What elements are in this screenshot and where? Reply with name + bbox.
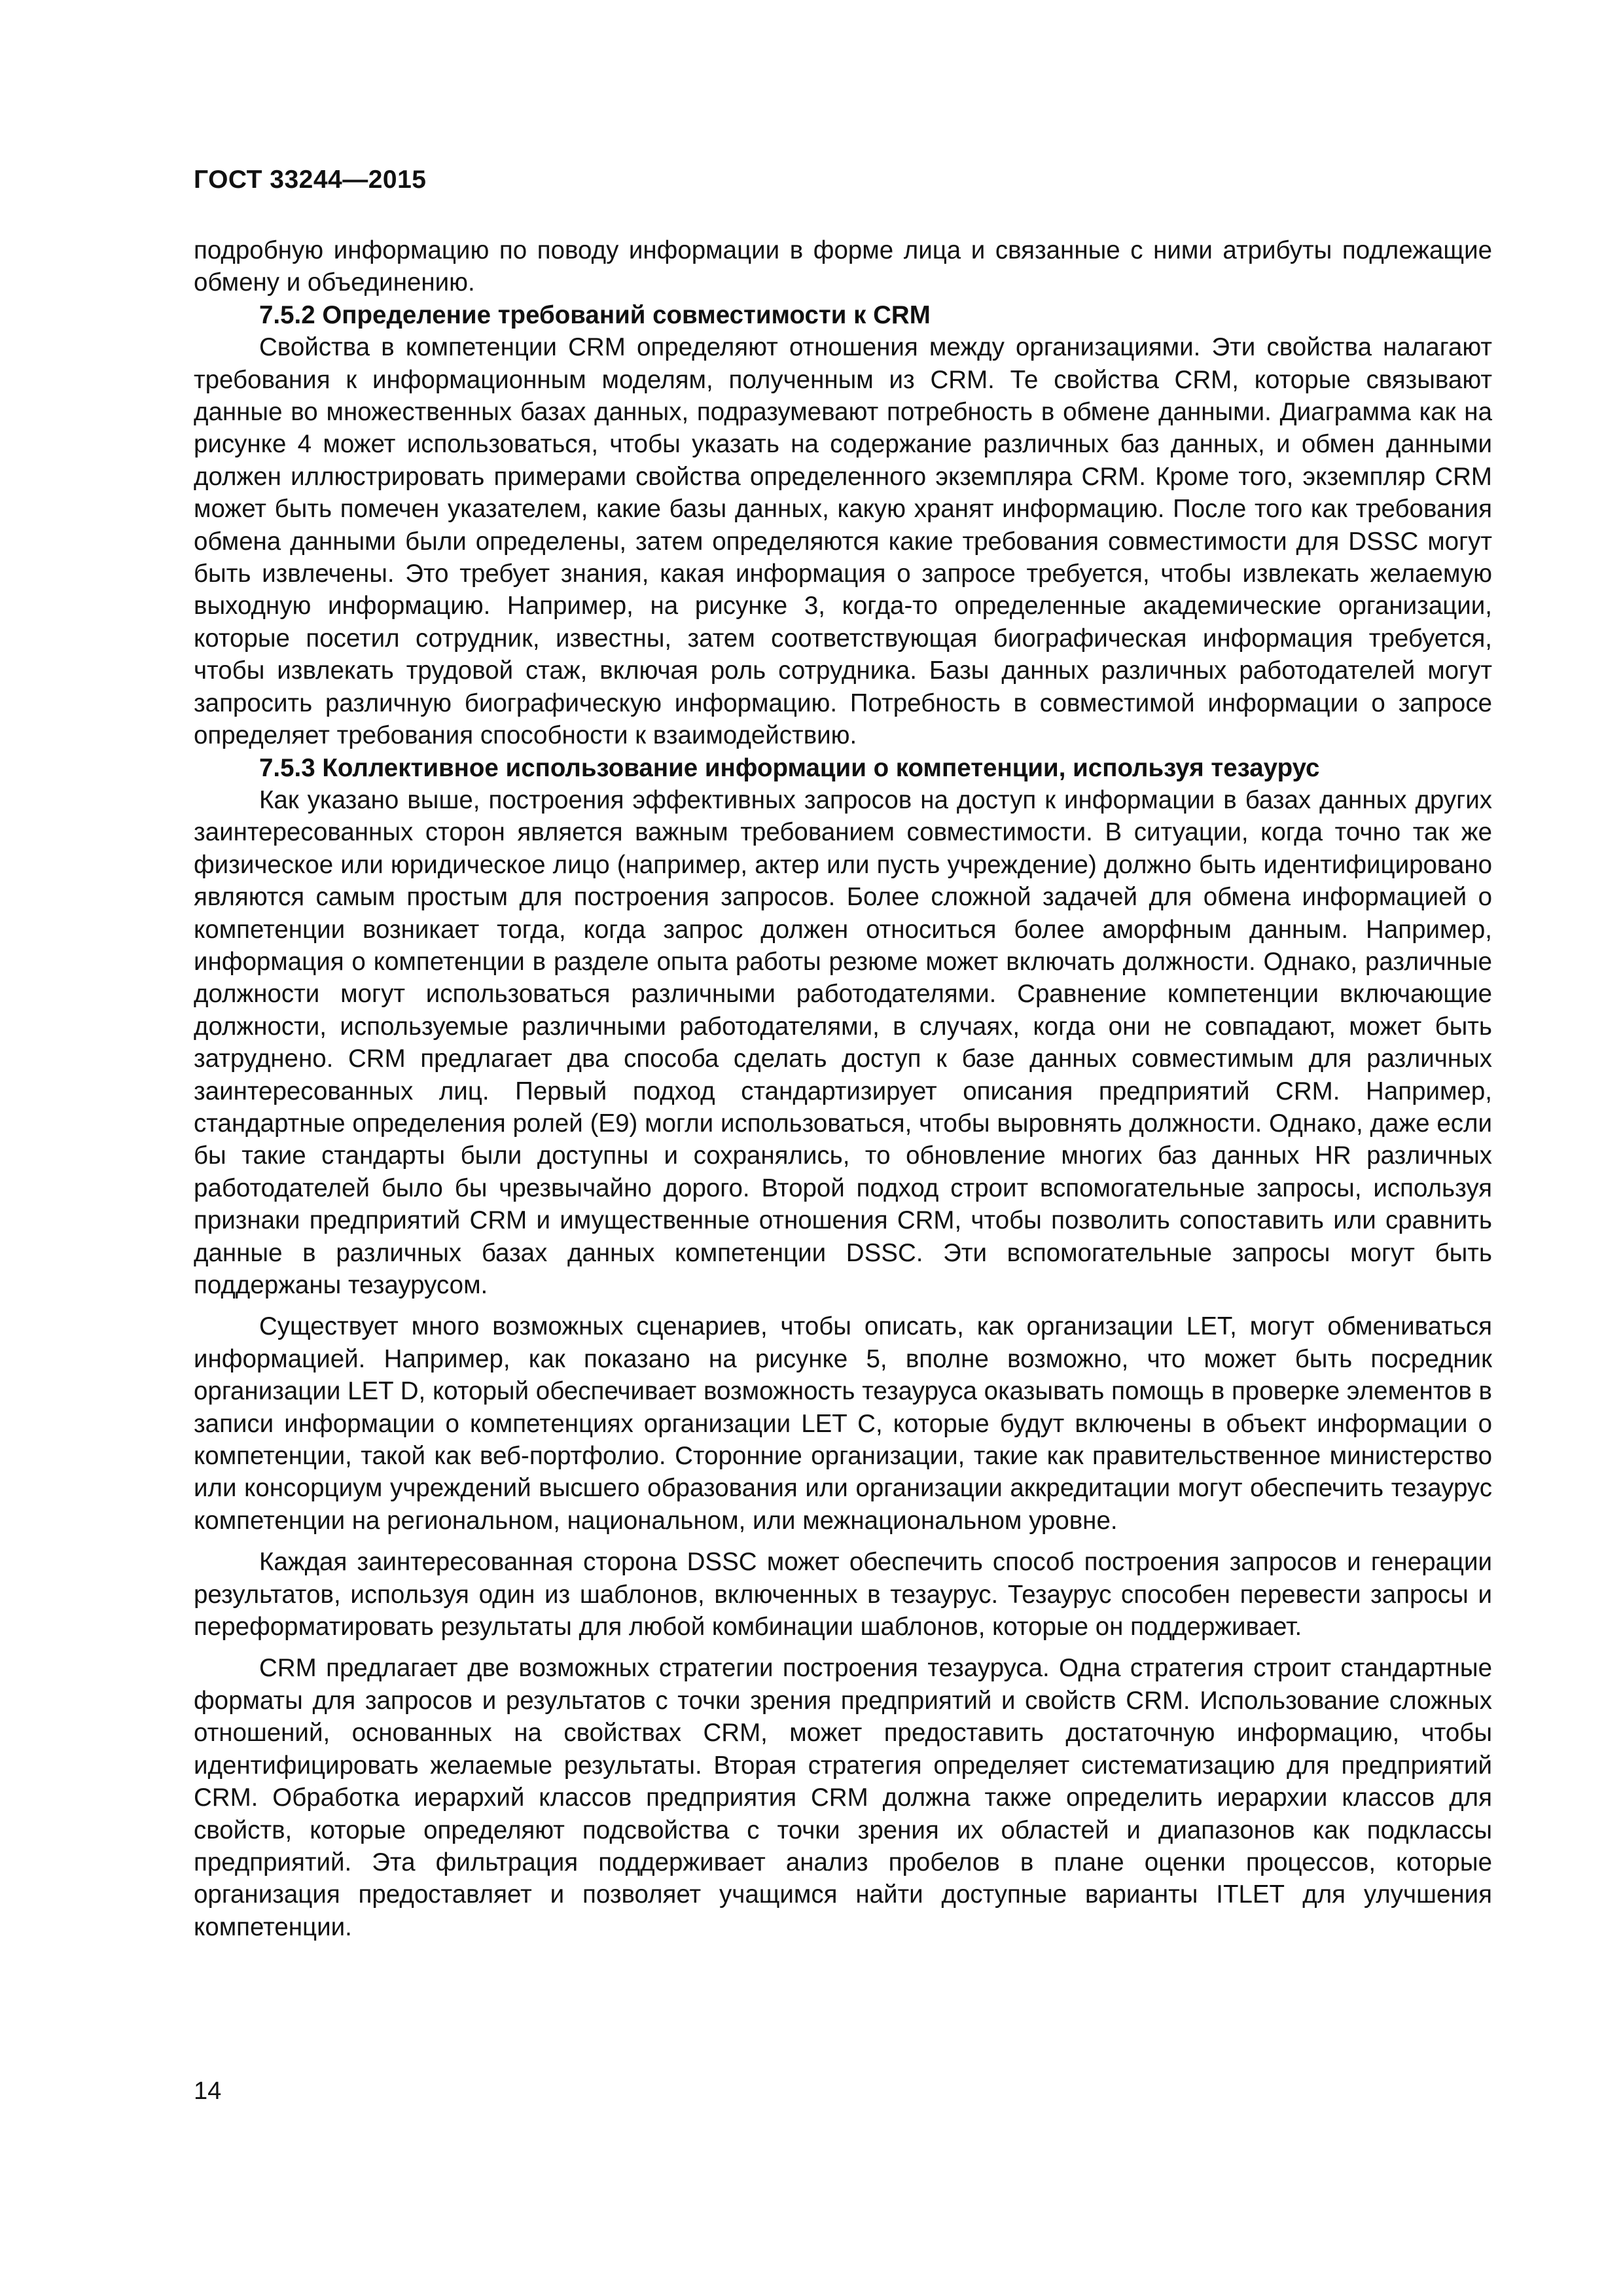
paragraph-7-5-2-1: Свойства в компетенции CRM определяют отношения между организациями. Эти свойства налагают требования к информационным моделям, полученным из CRM. Те свойства CRM, которые связывают данные во множественных базах данных, подразумевают потребность в обмене данными. Диаграмма как на рисунке 4 может использоваться, чтобы указать на содержание различных баз данных, и обмен данными должен иллюстрировать примерами свойства определенного экземпляра CRM. Кроме того, экземпляр CRM может быть помечен указателем, какие базы данных, какую хранят информацию. После того как требования обмена данными были определены, затем определяются какие требования совместимости для DSSC могут быть извлечены. Это требует знания, какая информация о запросе требуется, чтобы извлекать желаемую выходную информацию. Например, на рисунке 3, когда-то определенные академические организации, которые посетил сотрудник, известны, затем соответствующая биографическая информация требуется, чтобы извлекать трудовой стаж, включая роль сотрудника. Базы данных различных работодателей могут запросить различную биографическую информацию. Потребность в совместимой информации о запросе определяет требования способности к взаимодействию. [194, 333, 1492, 750]
page-number: 14 [194, 2077, 222, 2105]
document-header: ГОСТ 33244—2015 [194, 166, 427, 194]
document-page [194, 164, 1492, 2127]
paragraph-continuation: подробную информацию по поводу информации в форме лица и связанные с ними атрибуты подлежащие обмену и объединению. [194, 236, 1492, 297]
section-heading-7-5-3: 7.5.3 Коллективное использование информации о компетенции, используя тезаурус [259, 753, 1320, 782]
section-heading-7-5-2: 7.5.2 Определение требований совместимости к CRM [259, 300, 931, 329]
paragraph-7-5-3-2: Существует много возможных сценариев, чтобы описать, как организации LET, могут обмениваться информацией. Например, как показано на рисунке 5, вполне возможно, что может быть посредник организации LET D, который обеспечивает возможность тезауруса оказывать помощь в проверке элементов в записи информации о компетенциях организации LET C, которые будут включены в объект информации о компетенции, такой как веб-портфолио. Сторонние организации, такие как правительственное министерство или консорциум учреждений высшего образования или организации аккредитации могут обеспечить тезаурус компетенции на региональном, национальном, или межнациональном уровне. [194, 1312, 1492, 1535]
document-body [194, 234, 1492, 1943]
paragraph-7-5-3-4: CRM предлагает две возможных стратегии построения тезауруса. Одна стратегия строит стандартные форматы для запросов и результатов с точки зрения предприятий и свойств CRM. Использование сложных отношений, основанных на свойствах CRM, может предоставить достаточную информацию, чтобы идентифицировать желаемые результаты. Вторая стратегия определяет систематизацию для предприятий CRM. Обработка иерархий классов предприятия CRM должна также определить иерархии классов для свойств, которые определяют подсвойства с точки зрения их областей и диапазонов как подклассы предприятий. Эта фильтрация поддерживает анализ пробелов в плане оценки процессов, которые организация предоставляет и позволяет учащимся найти доступные варианты ITLET для улучшения компетенции. [194, 1654, 1492, 1941]
paragraph-7-5-3-3: Каждая заинтересованная сторона DSSC может обеспечить способ построения запросов и генерации результатов, используя один из шаблонов, включенных в тезаурус. Тезаурус способен перевести запросы и переформатировать результаты для любой комбинации шаблонов, которые он поддерживает. [194, 1548, 1492, 1641]
paragraph-7-5-3-1: Как указано выше, построения эффективных запросов на доступ к информации в базах данных других заинтересованных сторон является важным требованием совместимости. В ситуации, когда точно так же физическое или юридическое лицо (например, актер или пусть учреждение) должно быть идентифицировано являются самым простым для построения запросов. Более сложной задачей для обмена информацией о компетенции возникает тогда, когда запрос должен относиться более аморфным данным. Например, информация о компетенции в разделе опыта работы резюме может включать должности. Однако, различные должности могут использоваться различными работодателями. Сравнение компетенции включающие должности, используемые различными работодателями, в случаях, когда они не совпадают, может быть затруднено. CRM предлагает два способа сделать доступ к базе данных совместимым для различных заинтересованных лиц. Первый подход стандартизирует описания предприятий CRM. Например, стандартные определения ролей (E9) могли использоваться, чтобы выровнять должности. Однако, даже если бы такие стандарты были доступны и сохранялись, то обновление многих баз данных HR различных работодателей было бы чрезвычайно дорого. Второй подход строит вспомогательные запросы, используя признаки предприятий CRM и имущественные отношения CRM, чтобы позволить сопоставить или сравнить данные в различных базах данных компетенции DSSC. Эти вспомогательные запросы могут быть поддержаны тезаурусом. [194, 785, 1492, 1299]
